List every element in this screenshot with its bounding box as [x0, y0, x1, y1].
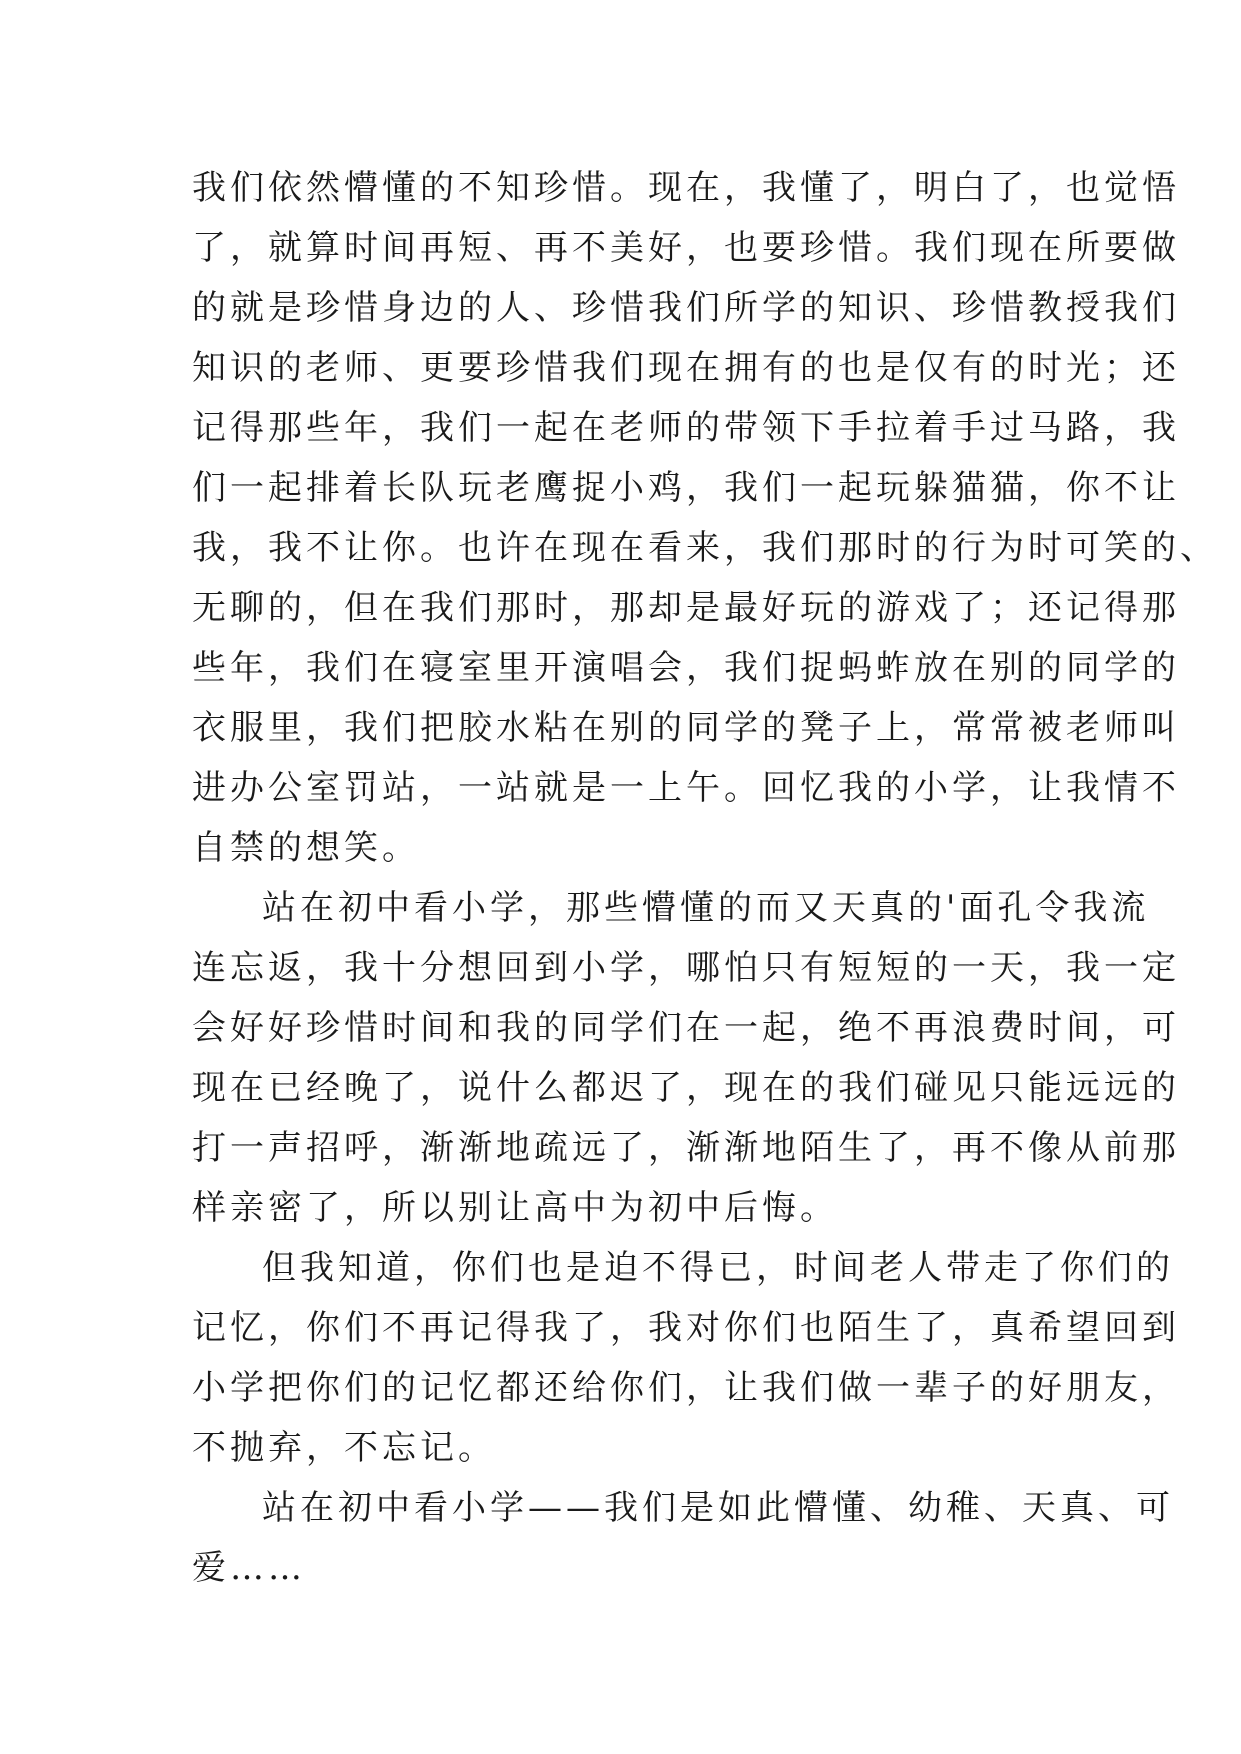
paragraph-2	[192, 878, 1180, 1238]
text-line: 连忘返，我十分想回到小学，哪怕只有短短的一天，我一定	[192, 948, 1180, 988]
text-line: 但我知道，你们也是迫不得已，时间老人带走了你们的	[262, 1248, 1174, 1288]
text-line: 记忆，你们不再记得我了，我对你们也陌生了，真希望回到	[192, 1308, 1180, 1348]
text-line: 无聊的，但在我们那时，那却是最好玩的游戏了；还记得那	[192, 588, 1180, 628]
text-line: 会好好珍惜时间和我的同学们在一起，绝不再浪费时间，可	[192, 1008, 1180, 1048]
text-line: 不抛弃，不忘记。	[192, 1428, 496, 1468]
text-line: 进办公室罚站，一站就是一上午。回忆我的小学，让我情不	[192, 768, 1180, 808]
text-line: 自禁的想笑。	[192, 828, 420, 868]
text-line: 样亲密了，所以别让高中为初中后悔。	[192, 1188, 838, 1228]
text-line: 打一声招呼，渐渐地疏远了，渐渐地陌生了，再不像从前那	[192, 1128, 1180, 1168]
text-line: 知识的老师、更要珍惜我们现在拥有的也是仅有的时光；还	[192, 348, 1180, 388]
text-line: 我，我不让你。也许在现在看来，我们那时的行为时可笑的、	[192, 528, 1218, 568]
paragraph-1	[192, 158, 1218, 878]
paragraph-4	[192, 1478, 1174, 1598]
text-line: 站在初中看小学，那些懵懂的而又天真的'面孔令我流	[262, 888, 1150, 928]
paragraph-3	[192, 1238, 1180, 1478]
text-line: 了，就算时间再短、再不美好，也要珍惜。我们现在所要做	[192, 228, 1180, 268]
text-line: 爱……	[192, 1548, 306, 1588]
text-line: 衣服里，我们把胶水粘在别的同学的凳子上，常常被老师叫	[192, 708, 1180, 748]
text-line: 些年，我们在寝室里开演唱会，我们捉蚂蚱放在别的同学的	[192, 648, 1180, 688]
text-line: 小学把你们的记忆都还给你们，让我们做一辈子的好朋友，	[192, 1368, 1180, 1408]
text-line: 现在已经晚了，说什么都迟了，现在的我们碰见只能远远的	[192, 1068, 1180, 1108]
text-line: 们一起排着长队玩老鹰捉小鸡，我们一起玩躲猫猫，你不让	[192, 468, 1180, 508]
body-text	[192, 158, 1218, 1598]
text-line: 站在初中看小学——我们是如此懵懂、幼稚、天真、可	[262, 1488, 1174, 1528]
text-line: 我们依然懵懂的不知珍惜。现在，我懂了，明白了，也觉悟	[192, 168, 1180, 208]
text-line: 的就是珍惜身边的人、珍惜我们所学的知识、珍惜教授我们	[192, 288, 1180, 328]
text-line: 记得那些年，我们一起在老师的带领下手拉着手过马路，我	[192, 408, 1180, 448]
